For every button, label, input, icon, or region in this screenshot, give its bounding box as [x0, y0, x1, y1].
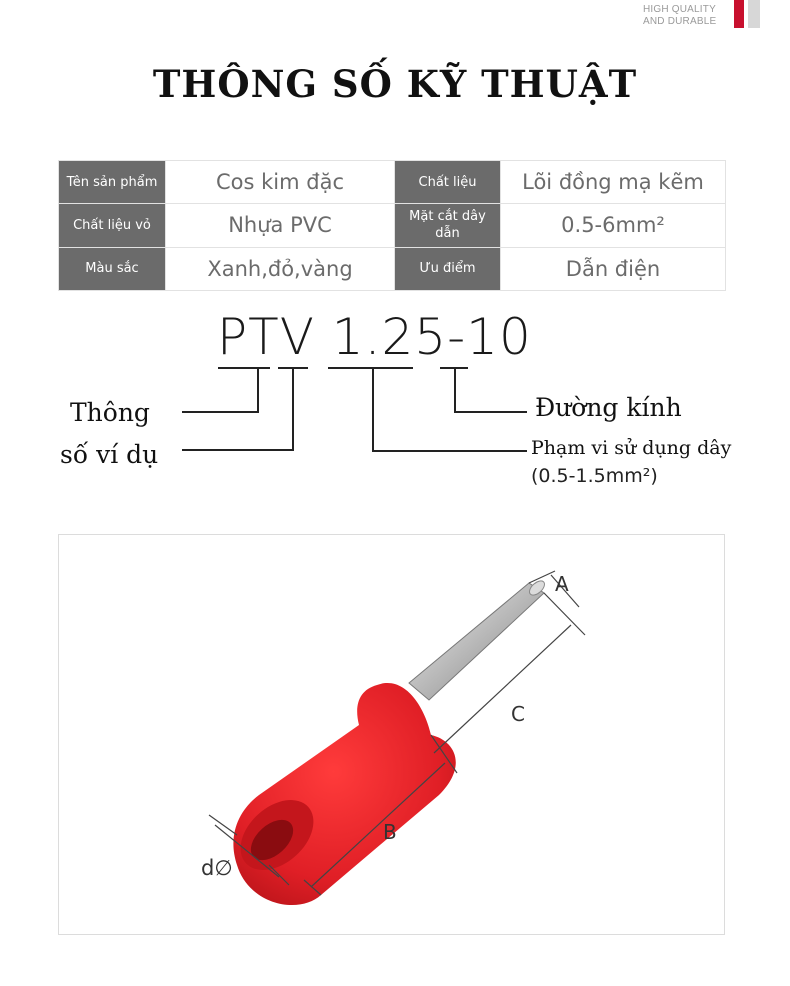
model-code: PTV 1.25-10 — [217, 308, 532, 366]
dim-a-ext-2 — [544, 593, 585, 635]
callout-line-type — [182, 368, 258, 412]
callout-line-wire-range — [373, 368, 527, 451]
dim-label-a: A — [555, 572, 569, 596]
spec-value: Cos kim đặc — [166, 161, 395, 204]
product-diagram — [58, 534, 725, 935]
spec-label: Tên sản phẩm — [59, 161, 166, 204]
callout-example-line-2: số ví dụ — [60, 440, 159, 469]
page-title: THÔNG SỐ KỸ THUẬT — [152, 62, 638, 106]
brand-line-2: AND DURABLE — [643, 16, 717, 27]
dim-c-line — [434, 625, 571, 753]
spec-label: Ưu điểm — [395, 247, 501, 290]
callout-wire-range-value: (0.5-1.5mm²) — [531, 465, 658, 487]
callout-diameter: Đường kính — [535, 393, 682, 422]
terminal-illustration — [59, 535, 726, 936]
dim-label-d: d∅ — [201, 856, 233, 880]
callout-example-line-1: Thông — [70, 398, 150, 427]
brand-line-1: HIGH QUALITY — [643, 4, 716, 15]
spec-label: Mặt cắt dây dẫn — [395, 204, 501, 247]
spec-value: Dẫn điện — [501, 247, 726, 290]
callout-line-diameter — [455, 368, 527, 412]
spec-value: Xanh,đỏ,vàng — [166, 247, 395, 290]
spec-label: Chất liệu vỏ — [59, 204, 166, 247]
spec-value: Nhựa PVC — [166, 204, 395, 247]
spec-value: 0.5-6mm² — [501, 204, 726, 247]
red-insulation-sleeve — [227, 683, 456, 905]
dim-label-c: C — [511, 702, 525, 726]
callout-line-example — [182, 368, 293, 450]
spec-value: Lõi đồng mạ kẽm — [501, 161, 726, 204]
dim-label-b: B — [383, 820, 397, 844]
spec-label: Màu sắc — [59, 247, 166, 290]
metal-pin — [409, 578, 547, 700]
spec-label: Chất liệu — [395, 161, 501, 204]
callout-wire-range: Phạm vi sử dụng dây — [531, 437, 732, 459]
